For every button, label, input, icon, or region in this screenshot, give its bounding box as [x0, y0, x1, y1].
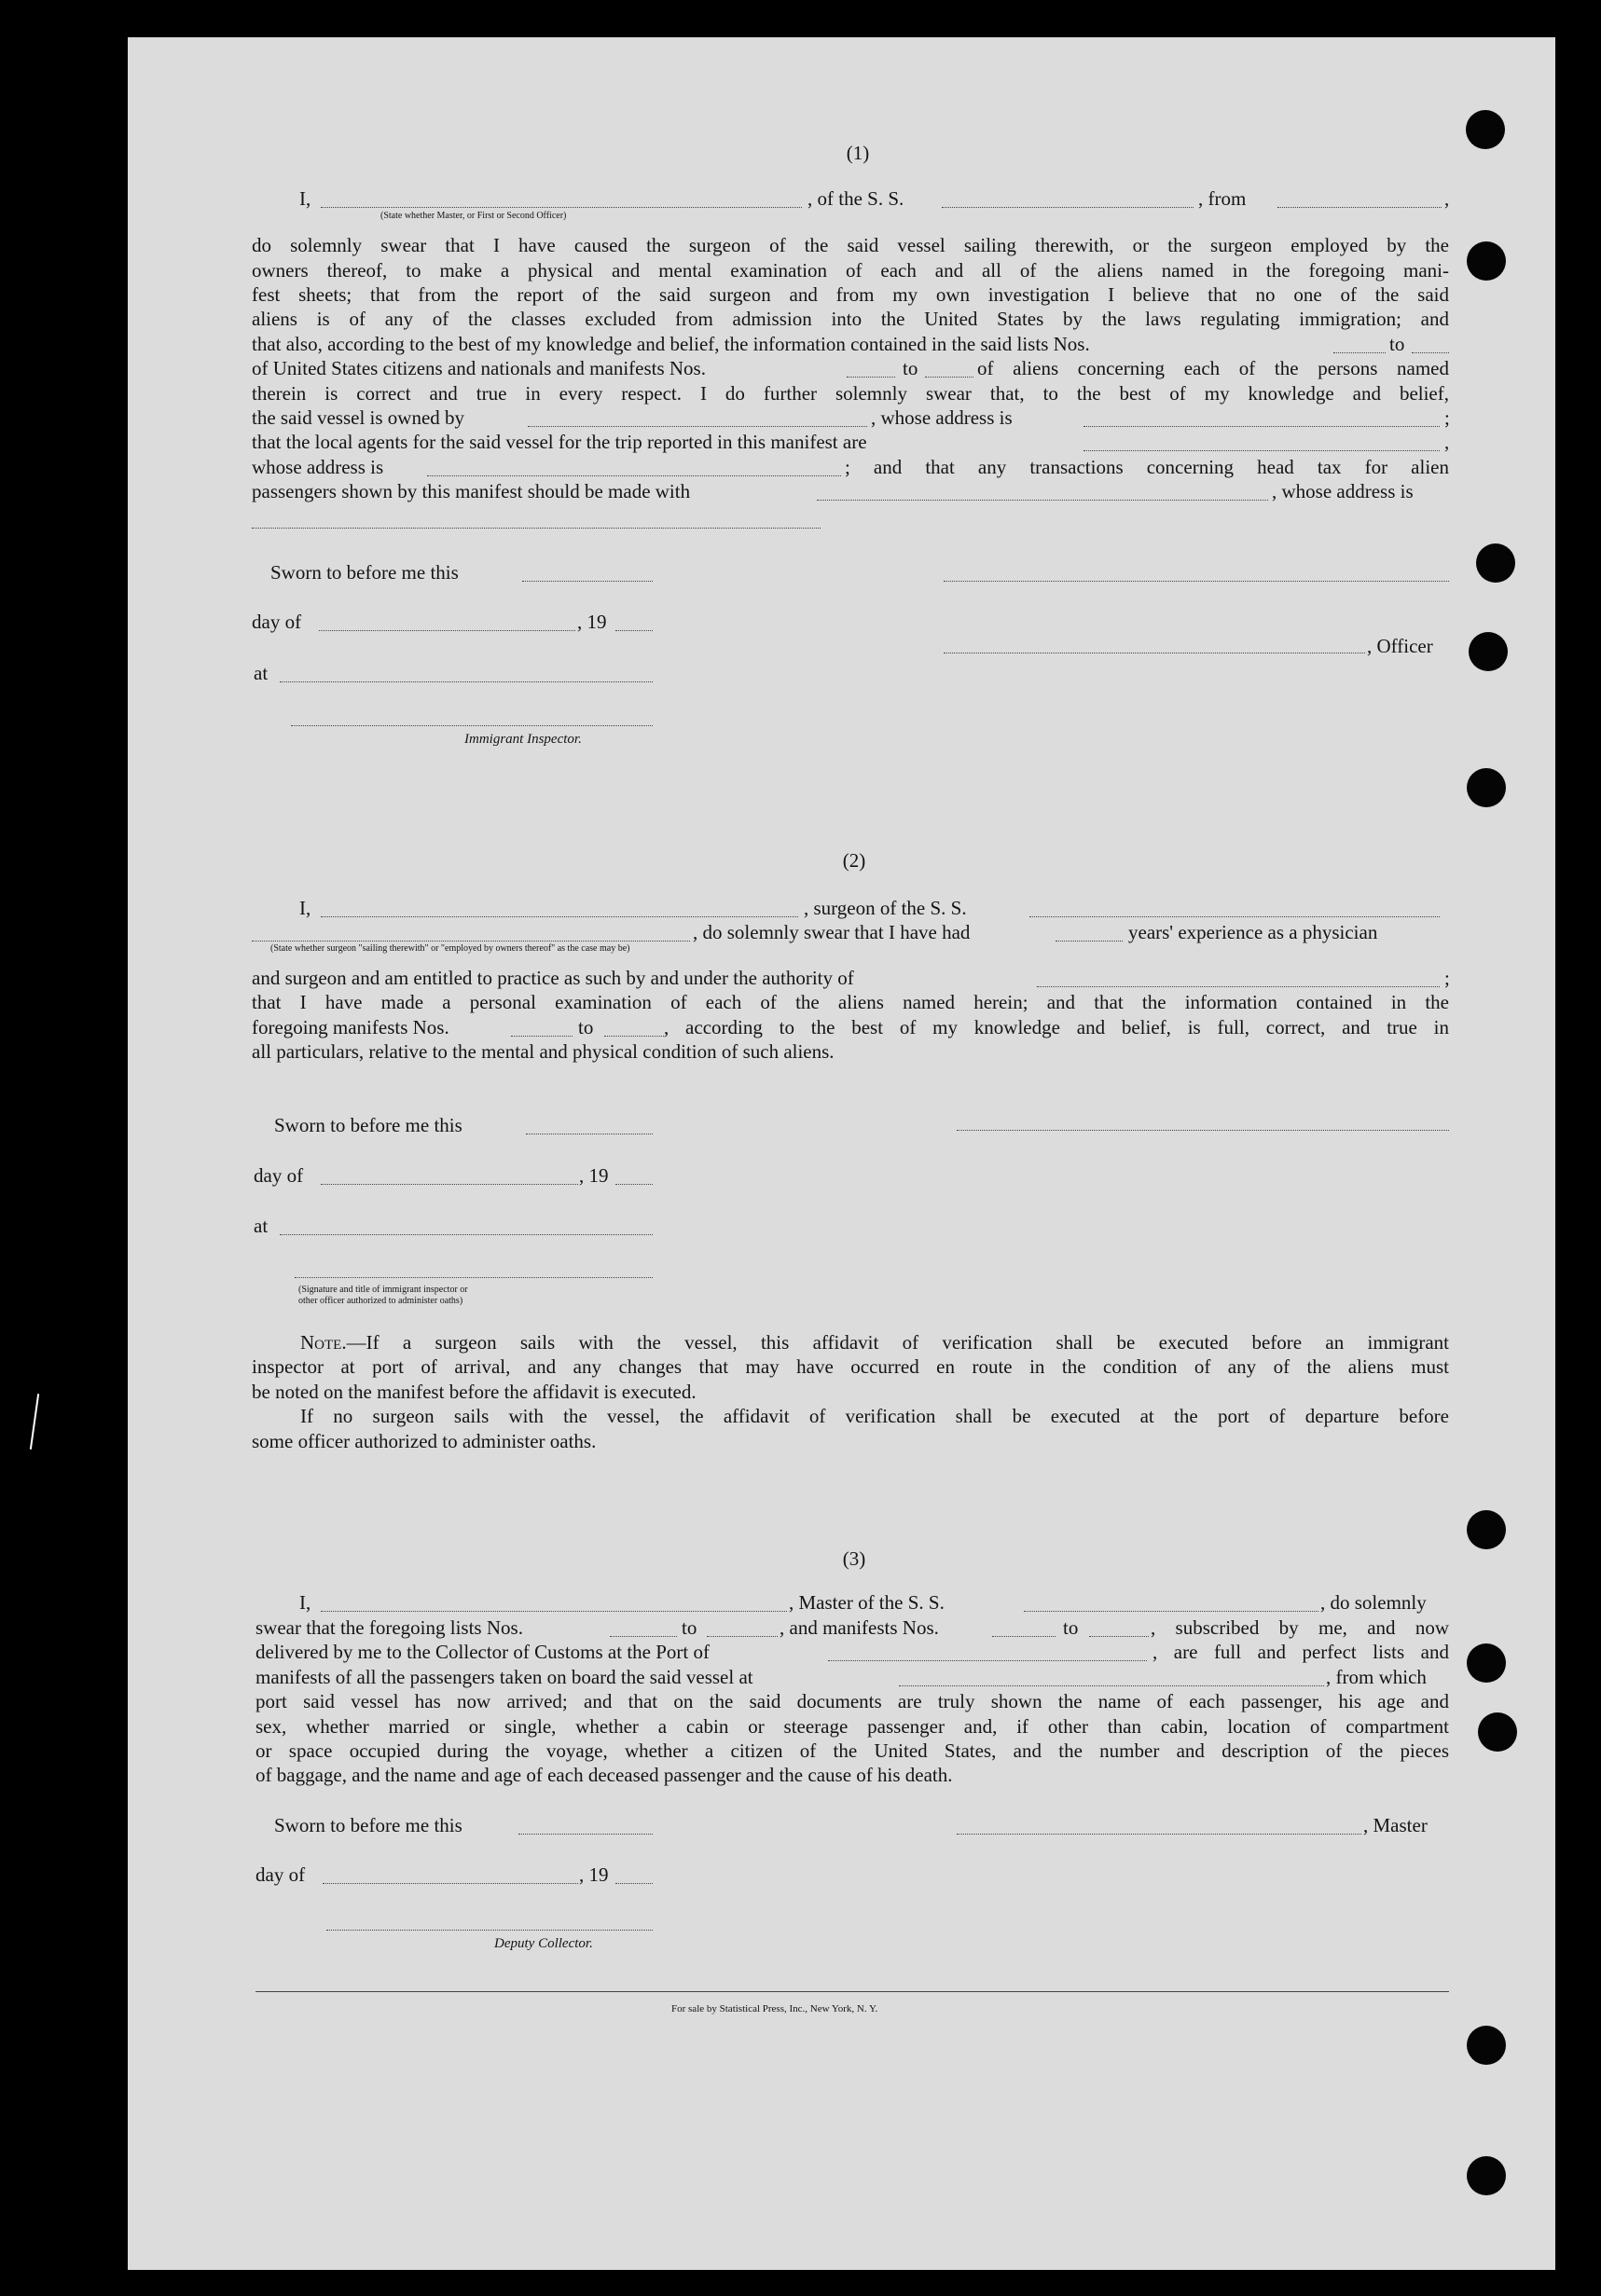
s3-year-field[interactable]	[615, 1883, 653, 1884]
s2-year-field[interactable]	[615, 1184, 653, 1185]
note-line-3: be noted on the manifest before the affidavit is executed.	[252, 1381, 697, 1403]
from-label: , from	[1198, 187, 1247, 210]
s3-line-2b: , and manifests Nos.	[780, 1616, 939, 1639]
section-1-number: (1)	[846, 142, 870, 164]
s1-body-7: therein is correct and true in every respect. I do further solemnly swear that, to the best of my knowledge and belief,	[252, 382, 1449, 405]
punch-hole	[1478, 1712, 1517, 1752]
years-field[interactable]	[1056, 941, 1123, 942]
s1-body-2: owners thereof, to make a physical and mental examination of each and all of the aliens named in the foregoing mani-	[252, 259, 1449, 282]
s2-body-4: all particulars, relative to the mental and physical condition of such aliens.	[252, 1040, 835, 1063]
year-label: , 19	[579, 1164, 609, 1187]
s3-line-4b: , from which	[1326, 1666, 1427, 1688]
s3-line-2a: swear that the foregoing lists Nos.	[255, 1616, 523, 1639]
s1-body-3: fest sheets; that from the report of the said surgeon and from my own investigation I believe that no one of the said	[252, 283, 1449, 306]
surgeon-name-field[interactable]	[321, 916, 798, 917]
s3-line-8: of baggage, and the name and age of each deceased passenger and the cause of his death.	[255, 1764, 953, 1786]
s3-sworn-day-field[interactable]	[518, 1834, 653, 1835]
manifests-to-field[interactable]	[925, 377, 973, 378]
port-field[interactable]	[828, 1660, 1147, 1661]
s3-line-5: port said vessel has now arrived; and that on the said documents are truly shown the name of each passenger, his age and	[255, 1690, 1449, 1712]
surgeon-vessel-field[interactable]	[1029, 916, 1440, 917]
local-agents-field[interactable]	[1083, 450, 1440, 451]
s3-vessel-field[interactable]	[1024, 1611, 1318, 1612]
punch-hole	[1467, 241, 1506, 281]
s3-master-name-field[interactable]	[321, 1611, 787, 1612]
lists-from-field[interactable]	[1333, 352, 1386, 353]
s1-body-5: that also, according to the best of my knowledge and belief, the information contained in the said lists Nos.	[252, 333, 1090, 355]
owner-field[interactable]	[528, 426, 867, 427]
s2-body-2: that I have made a personal examination of each of the aliens named herein; and that the information contained in the	[252, 991, 1449, 1013]
officer-signature-line[interactable]	[944, 581, 1449, 582]
sworn-day-field[interactable]	[522, 581, 653, 582]
to-label: to	[903, 357, 918, 379]
inspector-signature-line[interactable]	[291, 725, 653, 726]
section-1-I: I,	[299, 187, 311, 210]
inspector-label: Immigrant Inspector.	[464, 732, 582, 747]
whose-address-label: , whose address is	[871, 406, 1013, 429]
vessel-name-field[interactable]	[942, 207, 1194, 208]
master-signature-line[interactable]	[957, 1834, 1361, 1835]
scan-mark	[30, 1394, 39, 1450]
s1-body-6: of United States citizens and nationals and manifests Nos.	[252, 357, 706, 379]
whose-address-label: , whose address is	[1272, 480, 1414, 502]
deputy-label: Deputy Collector.	[494, 1936, 593, 1951]
punch-hole	[1467, 2156, 1506, 2195]
head-tax-party-field[interactable]	[817, 500, 1268, 501]
semicolon: ;	[1444, 406, 1450, 429]
day-of-label: day of	[254, 1164, 304, 1187]
s3-manifests-to-field[interactable]	[1089, 1636, 1149, 1637]
master-of-label: , Master of the S. S.	[789, 1591, 945, 1614]
note-line-5: some officer authorized to administer oaths.	[252, 1430, 597, 1452]
s1-body-8: the said vessel is owned by	[252, 406, 465, 429]
officer-label: , Officer	[1367, 635, 1433, 657]
punch-hole	[1469, 632, 1508, 671]
s3-manifests-from-field[interactable]	[992, 1636, 1056, 1637]
surgeon-of-label: , surgeon of the S. S.	[804, 897, 967, 919]
head-tax-address-field[interactable]	[252, 528, 821, 529]
sworn-label: Sworn to before me this	[274, 1814, 462, 1836]
note-label: Note.	[300, 1331, 347, 1354]
of-ss-label: , of the S. S.	[807, 187, 904, 210]
section-2-number: (2)	[842, 849, 866, 872]
s3-line-3b: , are full and perfect lists and	[1152, 1641, 1449, 1663]
to-label: to	[1063, 1616, 1079, 1639]
sworn-label: Sworn to before me this	[274, 1114, 462, 1136]
s3-line-3a: delivered by me to the Collector of Customs at the Port of	[255, 1641, 710, 1663]
s3-line-7: or space occupied during the voyage, whether a citizen of the United States, and the number and description of the pieces	[255, 1739, 1449, 1762]
to-label: to	[682, 1616, 697, 1639]
sworn-label: Sworn to before me this	[270, 561, 459, 584]
section-3-I: I,	[299, 1591, 311, 1614]
note-line-2: inspector at port of arrival, and any changes that may have occurred en route in the condition of any of the aliens must	[252, 1355, 1449, 1378]
s2-body-3b: , according to the best of my knowledge and belief, is full, correct, and true in	[664, 1016, 1449, 1038]
s3-line-2c: , subscribed by me, and now	[1151, 1616, 1449, 1639]
s2-body-1: and surgeon and am entitled to practice as such by and under the authority of	[252, 967, 854, 989]
s2-at-place-field[interactable]	[280, 1234, 653, 1235]
year-label: , 19	[577, 611, 607, 633]
s2-body-3a: foregoing manifests Nos.	[252, 1016, 449, 1038]
s3-line-6: sex, whether married or single, whether a cabin or steerage passenger and, if other than cabin, location of compartment	[255, 1715, 1449, 1738]
semicolon: ;	[1444, 967, 1450, 989]
master-hint: (State whether Master, or First or Second Officer)	[380, 211, 567, 221]
signature-hint-1: (Signature and title of immigrant inspector or	[298, 1285, 468, 1295]
day-of-label: day of	[252, 611, 302, 633]
note-line-1	[300, 1330, 1449, 1354]
s3-line-4a: manifests of all the passengers taken on board the said vessel at	[255, 1666, 753, 1688]
footer-rule	[255, 1991, 1449, 1992]
owner-address-field[interactable]	[1083, 426, 1440, 427]
s3-lists-to-field[interactable]	[707, 1636, 778, 1637]
punch-hole	[1467, 1643, 1506, 1683]
from-port-field[interactable]	[1277, 207, 1442, 208]
s1-body-11: passengers shown by this manifest should be made with	[252, 480, 691, 502]
master-name-field[interactable]	[321, 207, 802, 208]
punch-hole	[1467, 2026, 1506, 2065]
agent-address-field[interactable]	[427, 475, 841, 476]
comma: ,	[1444, 431, 1450, 453]
s1-body-10: whose address is	[252, 456, 384, 478]
s2-manifests-to-field[interactable]	[604, 1036, 664, 1037]
s2-signature-line[interactable]	[957, 1130, 1449, 1131]
years-label: years' experience as a physician	[1128, 921, 1378, 943]
surgeon-hint: (State whether surgeon "sailing therewith" or "employed by owners thereof" as the case may be)	[270, 943, 630, 954]
note-text-1: —If a surgeon sails with the vessel, this affidavit of verification shall be executed before an immigrant	[346, 1331, 1449, 1354]
embarkation-port-field[interactable]	[899, 1685, 1324, 1686]
at-label: at	[254, 1215, 269, 1237]
master-label: , Master	[1363, 1814, 1428, 1836]
s1-body-4: aliens is of any of the classes excluded from admission into the United States by the laws regulating immigration; and	[252, 308, 1449, 330]
year-label: , 19	[579, 1863, 609, 1886]
to-label: to	[1389, 333, 1405, 355]
section-2-I: I,	[299, 897, 311, 919]
manifests-from-field[interactable]	[847, 377, 895, 378]
at-label: at	[254, 662, 269, 684]
punch-hole	[1476, 543, 1515, 583]
s1-body-1: do solemnly swear that I have caused the surgeon of the said vessel sailing therewith, or the surgeon employed by the	[252, 234, 1449, 256]
deputy-signature-line[interactable]	[326, 1930, 653, 1931]
day-of-label: day of	[255, 1863, 306, 1886]
surgeon-status-field[interactable]	[252, 941, 690, 942]
s2-inspector-signature-line[interactable]	[295, 1277, 653, 1278]
at-place-field[interactable]	[280, 681, 653, 682]
authority-field[interactable]	[1037, 986, 1440, 987]
year-field[interactable]	[615, 630, 653, 631]
s3-lists-from-field[interactable]	[610, 1636, 677, 1637]
punch-hole	[1466, 110, 1505, 149]
section-3-number: (3)	[842, 1547, 866, 1570]
s2-manifests-from-field[interactable]	[511, 1036, 573, 1037]
signature-hint-2: other officer authorized to administer oaths)	[298, 1296, 463, 1306]
day-of-field[interactable]	[319, 630, 575, 631]
s1-body-9: that the local agents for the said vessel for the trip reported in this manifest are	[252, 431, 867, 453]
s3-day-of-field[interactable]	[323, 1883, 578, 1884]
lists-to-field[interactable]	[1412, 352, 1449, 353]
punch-hole	[1467, 768, 1506, 807]
swear-label: , do solemnly swear that I have had	[693, 921, 971, 943]
aliens-concerning: of aliens concerning each of the persons named	[977, 357, 1449, 379]
punch-hole	[1467, 1510, 1506, 1549]
s2-day-of-field[interactable]	[321, 1184, 578, 1185]
do-solemnly-label: , do solemnly	[1320, 1591, 1427, 1614]
head-tax-clause: ; and that any transactions concerning head tax for alien	[845, 456, 1449, 478]
comma: ,	[1444, 187, 1450, 210]
printer-credit: For sale by Statistical Press, Inc., New York, N. Y.	[671, 2003, 878, 2014]
note-line-4: If no surgeon sails with the vessel, the affidavit of verification shall be executed at the port of departure before	[300, 1405, 1449, 1427]
to-label: to	[578, 1016, 594, 1038]
